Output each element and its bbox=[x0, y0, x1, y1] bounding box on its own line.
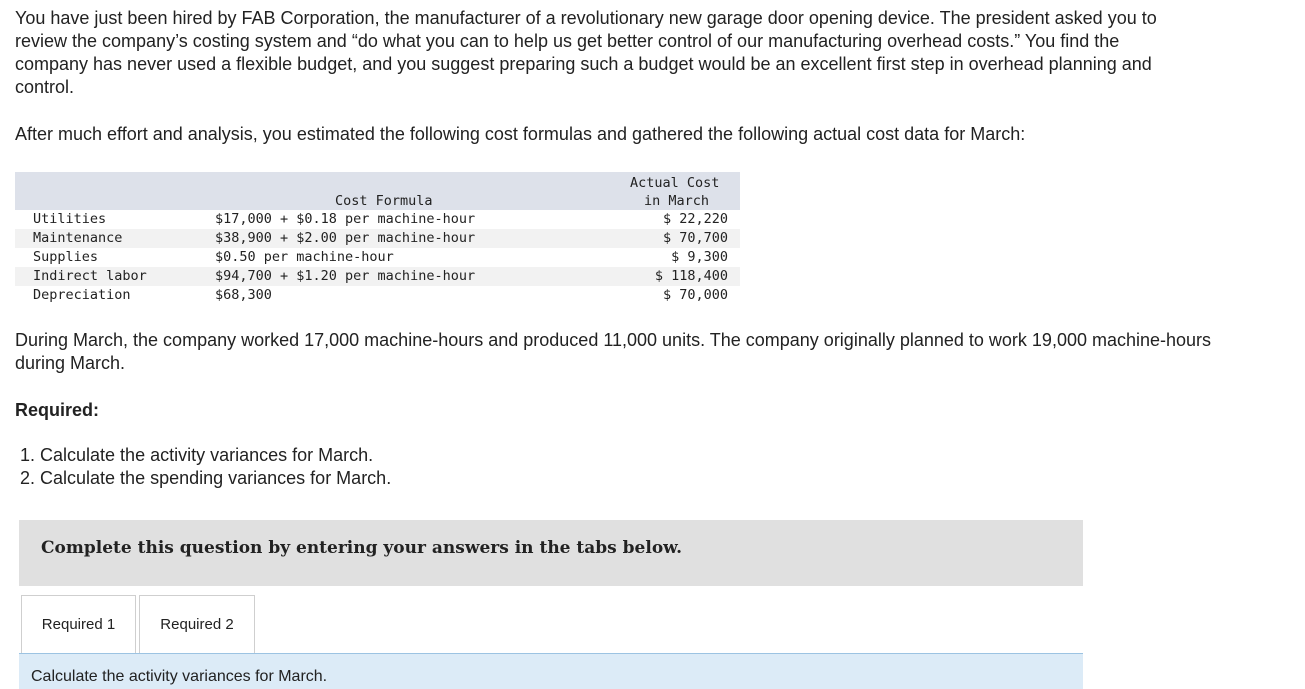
required-item-1: 1. Calculate the activity variances for March. bbox=[20, 445, 374, 465]
intro-paragraph-1: You have just been hired by FAB Corporation, the manufacturer of a revolutionary new garage door opening device. The president asked you to review the company’s costing system and “do what you can to help us get better control of our manufacturing overhead costs.” You find the company has never used a flexible budget, and you suggest preparing such a budget would be an excellent first step in overhead planning and control. bbox=[15, 8, 1157, 97]
tab-panel-instruction: Calculate the activity variances for March. bbox=[31, 668, 328, 685]
table-row bbox=[15, 210, 740, 229]
row-formula: $94,700 + $1.20 per machine-hour bbox=[215, 268, 476, 284]
row-formula: $38,900 + $2.00 per machine-hour bbox=[215, 230, 476, 246]
row-actual-cost: $ 22,220 bbox=[662, 211, 728, 227]
table-row bbox=[15, 286, 740, 305]
tab-required-2[interactable]: Required 2 bbox=[139, 595, 255, 653]
row-actual-cost: $ 70,700 bbox=[662, 230, 728, 246]
row-formula: $68,300 bbox=[215, 287, 272, 303]
row-actual-cost: $ 118,400 bbox=[654, 268, 728, 284]
machine-hours-paragraph: During March, the company worked 17,000 machine-hours and produced 11,000 units. The company originally planned to work 19,000 machine-hours during March. bbox=[15, 330, 1212, 373]
instructions-banner bbox=[19, 520, 1083, 586]
tab-required-1[interactable]: Required 1 bbox=[21, 595, 136, 653]
required-heading: Required: bbox=[15, 400, 100, 420]
instructions-text: Complete this question by entering your answers in the tabs below. bbox=[41, 538, 682, 558]
header-cost-formula: Cost Formula bbox=[335, 193, 433, 209]
table-row bbox=[15, 229, 740, 248]
row-actual-cost: $ 9,300 bbox=[671, 249, 728, 265]
row-label: Depreciation bbox=[33, 287, 131, 303]
row-formula: $0.50 per machine-hour bbox=[215, 249, 394, 265]
row-actual-cost: $ 70,000 bbox=[662, 287, 728, 303]
intro-paragraph-2: After much effort and analysis, you estimated the following cost formulas and gathered the following actual cost data for March: bbox=[15, 124, 1026, 144]
tab-panel bbox=[19, 653, 1083, 689]
row-formula: $17,000 + $0.18 per machine-hour bbox=[215, 211, 476, 227]
row-label: Utilities bbox=[33, 211, 107, 227]
header-in-march: in March bbox=[644, 193, 710, 209]
table-row bbox=[15, 248, 740, 267]
cost-formula-table bbox=[15, 172, 740, 310]
row-label: Supplies bbox=[33, 249, 99, 265]
row-label: Maintenance bbox=[33, 230, 123, 246]
row-label: Indirect labor bbox=[33, 268, 147, 284]
required-item-2: 2. Calculate the spending variances for March. bbox=[20, 468, 392, 488]
header-actual-cost: Actual Cost bbox=[630, 175, 720, 191]
table-row bbox=[15, 267, 740, 286]
required-list bbox=[20, 444, 391, 490]
